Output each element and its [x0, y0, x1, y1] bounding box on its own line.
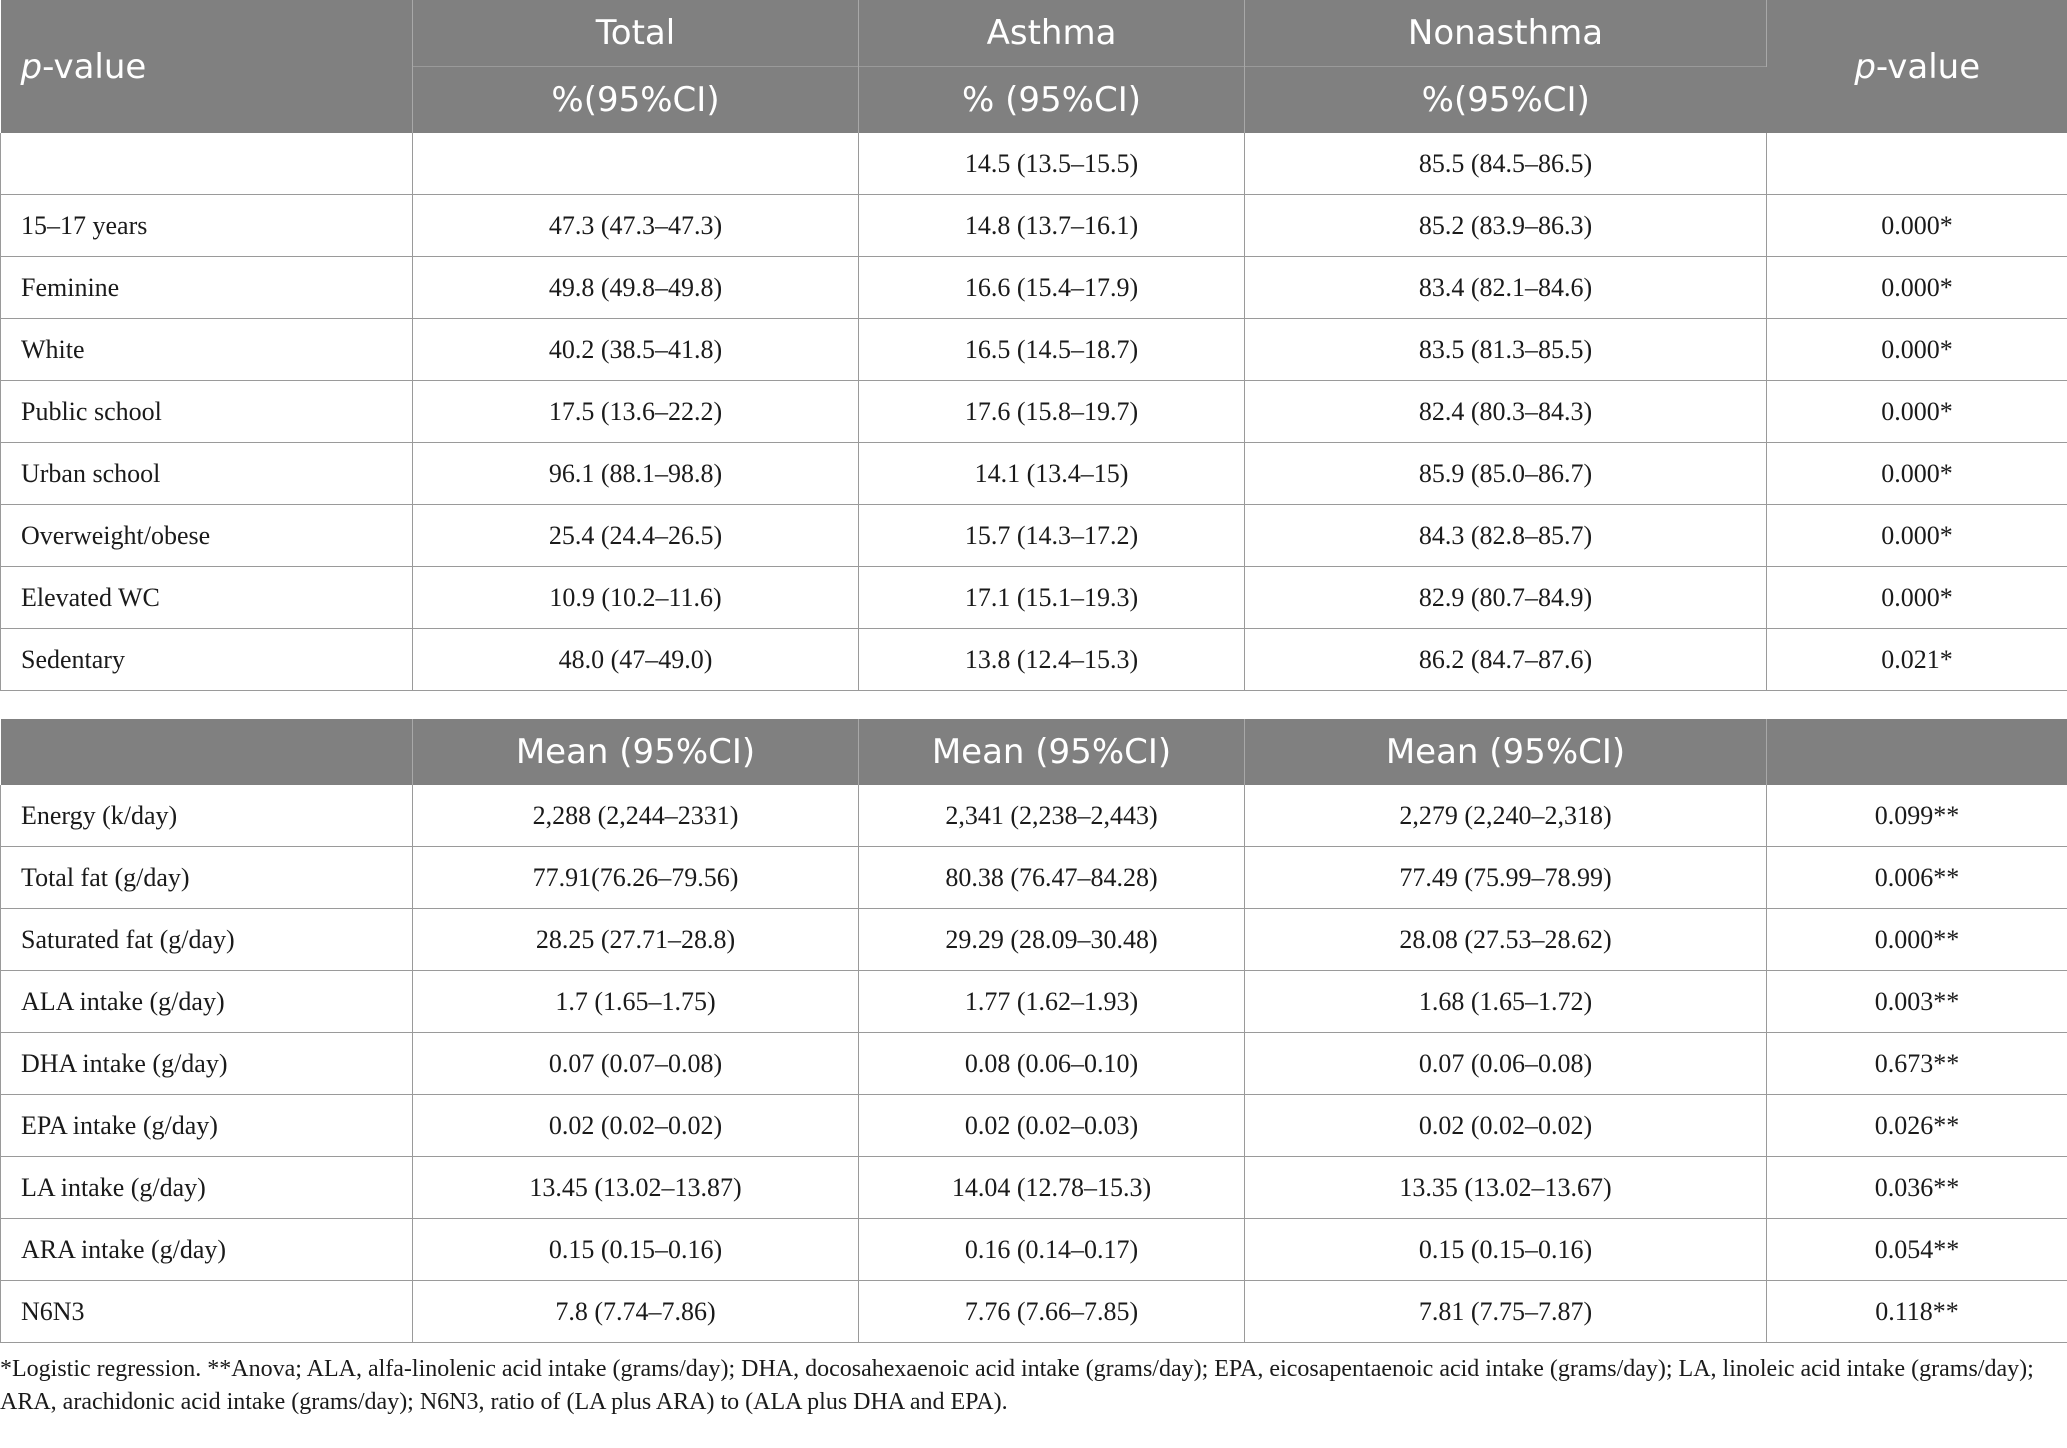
table-cell: 0.02 (0.02–0.02) — [1245, 1095, 1767, 1157]
table-cell: 13.35 (13.02–13.67) — [1245, 1157, 1767, 1219]
table-cell: 0.07 (0.06–0.08) — [1245, 1033, 1767, 1095]
table-cell: 0.036** — [1767, 1157, 2067, 1219]
header-mean-total: Mean (95%CI) — [413, 719, 859, 785]
table-cell: 96.1 (88.1–98.8) — [413, 443, 859, 505]
table-cell: 16.6 (15.4–17.9) — [859, 257, 1245, 319]
subheader-asthma: % (95%CI) — [859, 67, 1245, 134]
header-nonasthma: Nonasthma — [1245, 0, 1767, 67]
table-cell: 15.7 (14.3–17.2) — [859, 505, 1245, 567]
table-cell: 80.38 (76.47–84.28) — [859, 847, 1245, 909]
table-row — [1, 971, 2067, 1033]
subheader-total: %(95%CI) — [413, 67, 859, 134]
table-row — [1, 319, 2067, 381]
table-cell: 0.02 (0.02–0.03) — [859, 1095, 1245, 1157]
row-label-cell: Energy (k/day) — [1, 785, 413, 847]
table-row — [1, 195, 2067, 257]
footnote: *Logistic regression. **Anova; ALA, alfa-linolenic acid intake (grams/day); DHA, docosahexaenoic acid intake (grams/day); EPA, eicosapentaenoic acid intake (grams/day); LA, linoleic acid intake (grams/day); ARA, arachidonic acid intake (grams/day); N6N3, ratio of (LA plus ARA) to (ALA plus DHA and EPA). — [0, 1356, 2034, 1415]
table-cell: 0.000* — [1767, 505, 2067, 567]
table-cell: 85.2 (83.9–86.3) — [1245, 195, 1767, 257]
row-label-cell: Total fat (g/day) — [1, 847, 413, 909]
table-cell: 77.91(76.26–79.56) — [413, 847, 859, 909]
table-cell: 84.3 (82.8–85.7) — [1245, 505, 1767, 567]
table-cell: 83.5 (81.3–85.5) — [1245, 319, 1767, 381]
table-cell: 83.4 (82.1–84.6) — [1245, 257, 1767, 319]
table-cell: 0.000* — [1767, 195, 2067, 257]
table-row — [1, 257, 2067, 319]
table-row — [1, 909, 2067, 971]
table-cell: 2,279 (2,240–2,318) — [1245, 785, 1767, 847]
table-cell: 7.76 (7.66–7.85) — [859, 1281, 1245, 1343]
table-row — [1, 381, 2067, 443]
header-blank-left — [1, 719, 413, 785]
table-cell: 0.021* — [1767, 629, 2067, 691]
table-cell: 17.1 (15.1–19.3) — [859, 567, 1245, 629]
table-cell: 0.003** — [1767, 971, 2067, 1033]
table-cell: 48.0 (47–49.0) — [413, 629, 859, 691]
table-continuous — [0, 719, 2067, 1343]
header-asthma: Asthma — [859, 0, 1245, 67]
table-cell: 14.04 (12.78–15.3) — [859, 1157, 1245, 1219]
table-cell: 16.5 (14.5–18.7) — [859, 319, 1245, 381]
table-row — [1, 1033, 2067, 1095]
table-categorical — [0, 0, 2067, 691]
table-cell: 10.9 (10.2–11.6) — [413, 567, 859, 629]
row-label-cell: N6N3 — [1, 1281, 413, 1343]
header-pvalue-left: p-value — [1, 0, 413, 133]
table-cell: 2,288 (2,244–2331) — [413, 785, 859, 847]
row-label-cell: EPA intake (g/day) — [1, 1095, 413, 1157]
row-label-cell — [1, 133, 413, 195]
row-label-cell: Feminine — [1, 257, 413, 319]
row-label-cell: Saturated fat (g/day) — [1, 909, 413, 971]
table-cell: 0.673** — [1767, 1033, 2067, 1095]
table-cell: 85.5 (84.5–86.5) — [1245, 133, 1767, 195]
table-cell: 1.77 (1.62–1.93) — [859, 971, 1245, 1033]
table-cell: 0.000* — [1767, 443, 2067, 505]
table-cell: 14.5 (13.5–15.5) — [859, 133, 1245, 195]
row-label-cell: White — [1, 319, 413, 381]
table-cell: 25.4 (24.4–26.5) — [413, 505, 859, 567]
table-row — [1, 1157, 2067, 1219]
table-cell: 0.02 (0.02–0.02) — [413, 1095, 859, 1157]
table-cell: 0.006** — [1767, 847, 2067, 909]
table-row — [1, 1281, 2067, 1343]
row-label-cell: Urban school — [1, 443, 413, 505]
table-cell: 7.81 (7.75–7.87) — [1245, 1281, 1767, 1343]
row-label-cell: Elevated WC — [1, 567, 413, 629]
table-row — [1, 785, 2067, 847]
table-cell: 2,341 (2,238–2,443) — [859, 785, 1245, 847]
table-cell: 0.054** — [1767, 1219, 2067, 1281]
header-pvalue-right: p-value — [1767, 0, 2067, 133]
table-cell: 28.25 (27.71–28.8) — [413, 909, 859, 971]
header-mean-asthma: Mean (95%CI) — [859, 719, 1245, 785]
table-row — [1, 443, 2067, 505]
table-cell: 0.15 (0.15–0.16) — [1245, 1219, 1767, 1281]
table-cell: 77.49 (75.99–78.99) — [1245, 847, 1767, 909]
table-cell: 17.6 (15.8–19.7) — [859, 381, 1245, 443]
table-cell — [413, 133, 859, 195]
row-label-cell: DHA intake (g/day) — [1, 1033, 413, 1095]
table-cell: 0.16 (0.14–0.17) — [859, 1219, 1245, 1281]
row-label-cell: ALA intake (g/day) — [1, 971, 413, 1033]
table-cell: 14.8 (13.7–16.1) — [859, 195, 1245, 257]
table-header-row — [1, 719, 2067, 785]
table-cell: 0.000* — [1767, 257, 2067, 319]
table-cell: 14.1 (13.4–15) — [859, 443, 1245, 505]
table-cell: 49.8 (49.8–49.8) — [413, 257, 859, 319]
row-label-cell: Public school — [1, 381, 413, 443]
table-cell: 0.08 (0.06–0.10) — [859, 1033, 1245, 1095]
table-row — [1, 1219, 2067, 1281]
table-row — [1, 1095, 2067, 1157]
table-cell: 1.7 (1.65–1.75) — [413, 971, 859, 1033]
header-mean-nonasthma: Mean (95%CI) — [1245, 719, 1767, 785]
row-label-cell: LA intake (g/day) — [1, 1157, 413, 1219]
table-cell: 13.8 (12.4–15.3) — [859, 629, 1245, 691]
table-cell: 0.000** — [1767, 909, 2067, 971]
table-cell: 0.026** — [1767, 1095, 2067, 1157]
table-cell: 28.08 (27.53–28.62) — [1245, 909, 1767, 971]
table-cell: 0.07 (0.07–0.08) — [413, 1033, 859, 1095]
table-cell: 13.45 (13.02–13.87) — [413, 1157, 859, 1219]
row-label-cell: ARA intake (g/day) — [1, 1219, 413, 1281]
table-cell: 82.9 (80.7–84.9) — [1245, 567, 1767, 629]
table-cell: 17.5 (13.6–22.2) — [413, 381, 859, 443]
table-row — [1, 847, 2067, 909]
table-row — [1, 567, 2067, 629]
table-row — [1, 133, 2067, 195]
table-cell: 86.2 (84.7–87.6) — [1245, 629, 1767, 691]
header-blank-right — [1767, 719, 2067, 785]
table-cell: 0.000* — [1767, 319, 2067, 381]
table-cell: 29.29 (28.09–30.48) — [859, 909, 1245, 971]
table-cell: 0.000* — [1767, 381, 2067, 443]
table-header-row — [1, 0, 2067, 67]
table-cell: 0.099** — [1767, 785, 2067, 847]
table-cell: 85.9 (85.0–86.7) — [1245, 443, 1767, 505]
table-cell: 1.68 (1.65–1.72) — [1245, 971, 1767, 1033]
table-cell: 0.000* — [1767, 567, 2067, 629]
table-cell: 40.2 (38.5–41.8) — [413, 319, 859, 381]
table-cell: 82.4 (80.3–84.3) — [1245, 381, 1767, 443]
header-total: Total — [413, 0, 859, 67]
table-cell: 0.118** — [1767, 1281, 2067, 1343]
table-cell — [1767, 133, 2067, 195]
table-cell: 7.8 (7.74–7.86) — [413, 1281, 859, 1343]
table-row — [1, 505, 2067, 567]
table-cell: 0.15 (0.15–0.16) — [413, 1219, 859, 1281]
row-label-cell: 15–17 years — [1, 195, 413, 257]
table-row — [1, 629, 2067, 691]
table-cell: 47.3 (47.3–47.3) — [413, 195, 859, 257]
row-label-cell: Overweight/obese — [1, 505, 413, 567]
subheader-nonasthma: %(95%CI) — [1245, 67, 1767, 134]
row-label-cell: Sedentary — [1, 629, 413, 691]
